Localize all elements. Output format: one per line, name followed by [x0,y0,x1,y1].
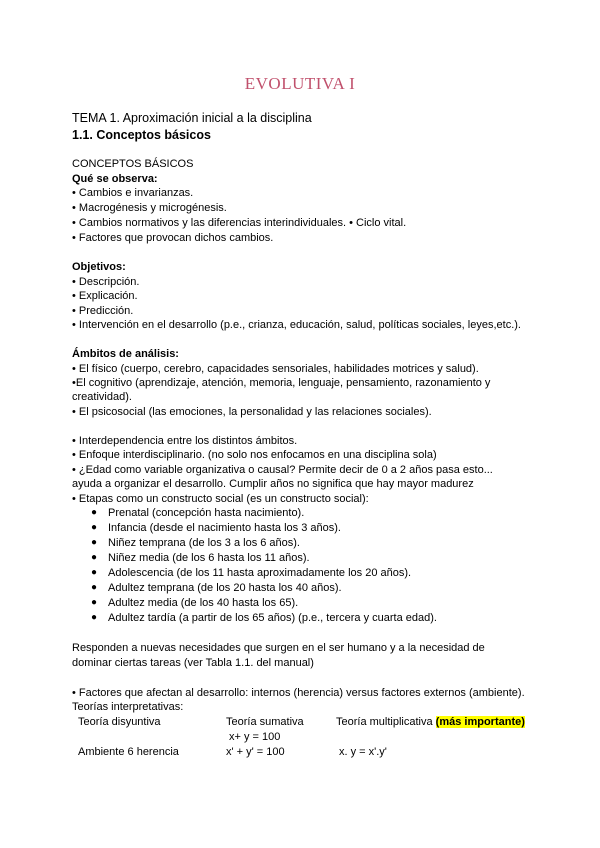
ambitos-heading: Ámbitos de análisis: [72,348,179,360]
note-line: • Etapas como un constructo social (es un constructo social): [72,493,369,505]
formula-multiplicativa: x. y = x'.y' [339,746,387,758]
etapa-item: Adolescencia (de los 11 hasta aproximadamente los 20 años). [108,567,412,579]
note-line: • Interdependencia entre los distintos ámbitos. [72,435,298,447]
bullet-icon: ● [91,537,98,548]
bullet-icon: ● [91,567,98,578]
note-line: ayuda a organizar el desarrollo. Cumplir años no significa que hay mayor madurez [72,478,474,490]
etapa-item: Niñez media (de los 6 hasta los 11 años). [108,552,310,564]
ambito-line: •El cognitivo (aprendizaje, atención, memoria, lenguaje, pensamiento, razonamiento y [72,377,491,389]
etapa-item: Adultez temprana (de los 20 hasta los 40 años). [108,582,342,594]
objetivo-item: • Predicción. [72,305,134,317]
etapa-item: Niñez temprana (de los 3 a los 6 años). [108,537,300,549]
teorias-heading: Teorías interpretativas: [72,701,184,713]
bullet-icon: ● [91,582,98,593]
responden-line: Responden a nuevas necesidades que surgen en el ser humano y a la necesidad de [72,642,485,654]
highlight-importante: (más importante) [435,716,525,728]
section-heading: 1.1. Conceptos básicos [72,128,211,142]
bullet-icon: ● [91,552,98,563]
etapa-item: Infancia (desde el nacimiento hasta los 3 años). [108,522,341,534]
objetivos-heading: Objetivos: [72,261,126,273]
teoria-multiplicativa-label: Teoría multiplicativa [336,716,433,728]
factores-line: • Factores que afectan al desarrollo: internos (herencia) versus factores externos (ambiente). [72,687,525,699]
document-title: EVOLUTIVA I [244,74,356,93]
bullet-icon: ● [91,597,98,608]
conceptos-heading: CONCEPTOS BÁSICOS [72,158,194,170]
ambiente-herencia: Ambiente 6 herencia [78,746,179,758]
observa-item: • Cambios e invarianzas. [72,187,194,199]
formula-sumativa: x' + y' = 100 [226,746,285,758]
etapa-item: Prenatal (concepción hasta nacimiento). [108,507,305,519]
observa-item: • Macrogénesis y microgénesis. [72,202,227,214]
ambito-line: creatividad). [72,391,132,403]
objetivo-item: • Descripción. [72,276,140,288]
bullet-icon: ● [91,612,98,623]
teoria-disyuntiva: Teoría disyuntiva [78,716,161,728]
ambito-line: • El psicosocial (las emociones, la personalidad y las relaciones sociales). [72,406,432,418]
teoria-multiplicativa [336,715,525,729]
etapa-item: Adultez media (de los 40 hasta los 65). [108,597,299,609]
bullet-icon: ● [91,522,98,533]
formula-suma: x+ y = 100 [229,731,281,743]
etapa-item: Adultez tardía (a partir de los 65 años) (p.e., tercera y cuarta edad). [108,612,437,624]
note-line: • ¿Edad como variable organizativa o causal? Permite decir de 0 a 2 años pasa esto... [72,464,493,476]
que-se-observa-heading: Qué se observa: [72,173,158,185]
teoria-sumativa: Teoría sumativa [226,716,304,728]
observa-item: • Cambios normativos y las diferencias interindividuales. • Ciclo vital. [72,217,407,229]
observa-item: • Factores que provocan dichos cambios. [72,232,274,244]
bullet-icon: ● [91,507,98,518]
objetivo-item: • Intervención en el desarrollo (p.e., crianza, educación, salud, políticas sociales, leyes,etc.). [72,319,521,331]
note-line: • Enfoque interdisciplinario. (no solo nos enfocamos en una disciplina sola) [72,449,437,461]
tema-heading: TEMA 1. Aproximación inicial a la disciplina [72,111,312,125]
ambito-line: • El físico (cuerpo, cerebro, capacidades sensoriales, habilidades motrices y salud). [72,363,479,375]
objetivo-item: • Explicación. [72,290,138,302]
responden-line: dominar ciertas tareas (ver Tabla 1.1. del manual) [72,657,314,669]
